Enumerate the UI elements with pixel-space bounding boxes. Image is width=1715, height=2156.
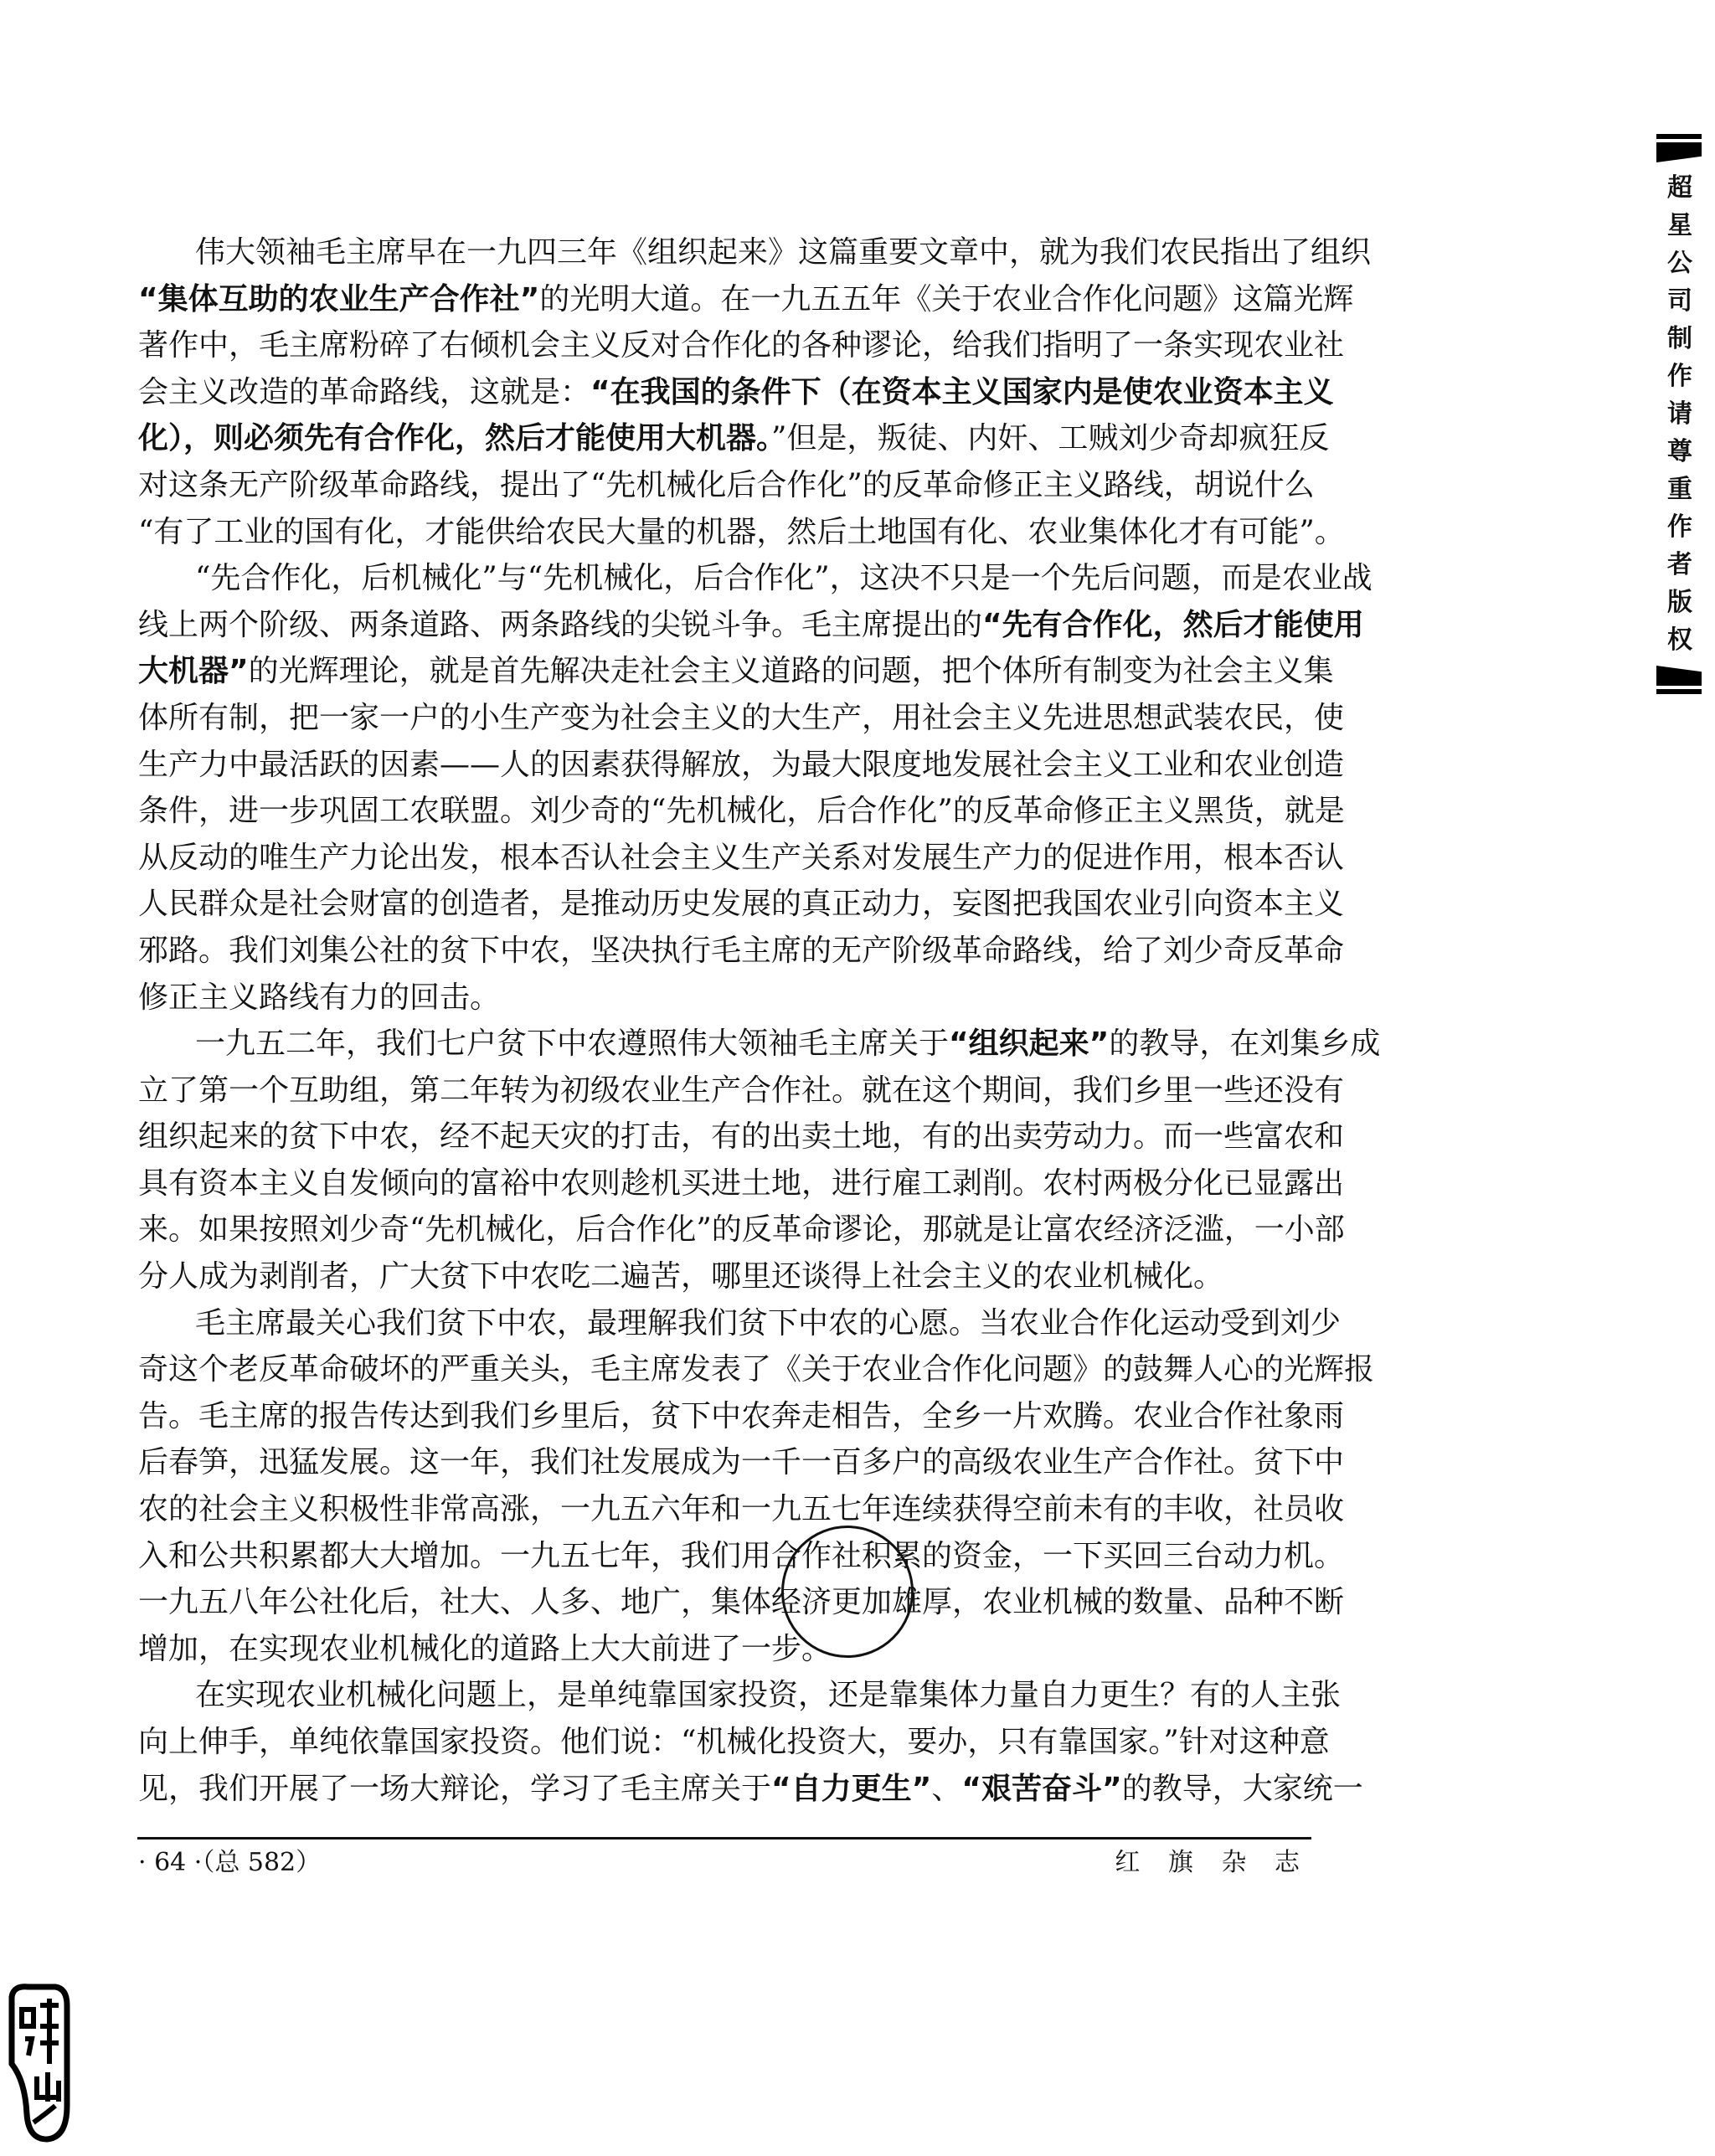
bold-quote-text: 大机器” [138,654,249,689]
text-line [138,276,1354,323]
text-line [138,1439,1345,1486]
text-line [138,788,1345,835]
text-line [138,695,1345,742]
body-text: 从反动的唯生产力论出发，根本否认社会主义生产关系对发展生产力的促进作用，根本否认 [138,840,1345,875]
page-number: · 64 ·（总 582） [138,1848,322,1877]
sidebar-bottom-bar [1656,689,1702,694]
body-text: 的光明大道。在一九五五年《关于农业合作化问题》这篇光辉 [539,281,1354,316]
body-text: 农的社会主义积极性非常高涨，一九五六年和一九五七年连续获得空前未有的丰收，社员收 [138,1492,1345,1527]
body-text: 奇这个老反革命破坏的严重关头，毛主席发表了《关于农业合作化问题》的鼓舞人心的光辉报 [138,1352,1375,1387]
bold-quote-text: “先有合作化，然后才能使用 [982,607,1364,642]
text-line [138,1486,1345,1533]
text-line [138,1253,1311,1300]
footer-rule [137,1837,1311,1840]
text-line [138,1068,1345,1114]
text-line [138,509,1345,556]
text-line [138,742,1345,789]
text-line [138,1766,1363,1813]
body-text: 立了第一个互助组，第二年转为初级农业生产合作社。就在这个期间，我们乡里一些还没有 [138,1073,1345,1108]
sidebar-char: 超 [1667,173,1692,203]
text-line [138,1579,1345,1626]
bold-quote-text: “集体互助的农业生产合作社” [138,281,540,316]
seal-stamp [3,1980,70,2143]
text-line [138,602,1364,649]
text-line [138,835,1345,882]
text-line [138,462,1315,509]
sidebar-top-wedge [1656,142,1702,162]
sidebar-char: 重 [1667,475,1692,504]
text-line [138,648,1334,695]
sidebar-char: 请 [1667,399,1692,429]
journal-name: 红 旗 杂 志 [1115,1848,1310,1877]
sidebar-char: 星 [1667,211,1692,240]
body-text: 在实现农业机械化问题上，是单纯靠国家投资，还是靠集体力量自力更生？有的人主张 [195,1678,1342,1713]
copyright-sidebar [1656,134,1703,694]
sidebar-vertical-text [1656,169,1703,659]
text-line [138,1626,1311,1673]
text-line [138,322,1345,369]
body-text: 见，我们开展了一场大辩论，学习了毛主席关于 [138,1771,772,1806]
body-text: 人民群众是社会财富的创造者，是推动历史发展的真正动力，妄图把我国农业引向资本主义 [138,887,1345,922]
text-line [138,1207,1345,1253]
sidebar-char: 尊 [1667,437,1692,466]
text-line [138,1533,1345,1580]
sidebar-top-bar [1656,134,1702,139]
bold-quote-text: “艰苦奋斗” [961,1771,1122,1806]
sidebar-bottom-wedge [1656,666,1702,686]
body-text: 修正主义路线有力的回击。 [138,980,501,1015]
body-text: 后春笋，迅猛发展。这一年，我们社发展成为一千一百多户的高级农业生产合作社。贫下中 [138,1445,1345,1480]
text-line [138,975,1311,1021]
body-text: 一九五八年公社化后，社大、人多、地广，集体经济更加雄厚，农业机械的数量、品种不断 [138,1585,1345,1620]
sidebar-char: 制 [1667,324,1692,353]
text-line [138,928,1345,975]
sidebar-char: 作 [1667,512,1692,542]
body-text: ”但是，叛徒、内奸、工贼刘少奇却疯狂反 [771,421,1330,456]
body-text: 的教导，在刘集乡成 [1109,1027,1381,1062]
text-line [138,415,1330,462]
sidebar-char: 者 [1667,550,1692,579]
sidebar-char: 权 [1667,625,1692,655]
body-text: 组织起来的贫下中农，经不起天灾的打击，有的出卖土地，有的出卖劳动力。而一些富农和 [138,1119,1345,1155]
bold-quote-text: “组织起来” [949,1027,1110,1062]
body-text: 增加，在实现农业机械化的道路上大大前进了一步。 [138,1631,832,1666]
text-line [138,555,1373,602]
body-text: 入和公共积累都大大增加。一九五七年，我们用合作社积累的资金，一下买回三台动力机。 [138,1538,1345,1573]
body-text: “先合作化，后机械化”与“先机械化，后合作化”，这决不只是一个先后问题，而是农业战 [195,561,1373,596]
body-text: 条件，进一步巩固工农联盟。刘少奇的“先机械化，后合作化”的反革命修正主义黑货，就是 [138,794,1345,829]
hand-drawn-circle-mark [781,1526,914,1658]
sidebar-char: 公 [1667,249,1692,278]
bold-quote-text: “自力更生” [771,1771,932,1806]
body-text: 体所有制，把一家一户的小生产变为社会主义的大生产，用社会主义先进思想武装农民，使 [138,700,1345,735]
body-text: 线上两个阶级、两条道路、两条路线的尖锐斗争。毛主席提出的 [138,607,983,642]
text-line [138,369,1334,416]
text-line [138,1393,1345,1440]
bold-quote-text: 化），则必须先有合作化，然后才能使用大机器。 [138,421,772,456]
body-text: “有了工业的国有化，才能供给农民大量的机器，然后土地国有化、农业集体化才有可能”。 [138,514,1345,549]
text-line [138,1719,1330,1766]
body-text: 会主义改造的革命路线，这就是： [138,374,591,409]
body-text: 毛主席最关心我们贫下中农，最理解我们贫下中农的心愿。当农业合作化运动受到刘少 [195,1305,1342,1340]
body-text: 具有资本主义自发倾向的富裕中农则趁机买进土地，进行雇工剥削。农村两极分化已显露出 [138,1165,1345,1201]
body-text: 向上伸手，单纯依靠国家投资。他们说：“机械化投资大，要办，只有靠国家。”针对这种意 [138,1725,1330,1759]
bold-quote-text: “在我国的条件下（在资本主义国家内是使农业资本主义 [590,374,1334,409]
body-text: 一九五二年，我们七户贫下中农遵照伟大领袖毛主席关于 [195,1027,950,1062]
body-text: 分人成为剥削者，广大贫下中农吃二遍苦，哪里还谈得上社会主义的农业机械化。 [138,1259,1224,1294]
text-line [138,1160,1345,1207]
article-body [138,229,1381,1812]
body-text: 著作中，毛主席粉碎了右倾机会主义反对合作化的各种谬论，给我们指明了一条实现农业社 [138,328,1345,363]
body-text: 伟大领袖毛主席早在一九四三年《组织起来》这篇重要文章中，就为我们农民指出了组织 [195,235,1372,270]
sidebar-char: 司 [1667,286,1692,316]
sidebar-char: 作 [1667,362,1692,391]
body-text: 来。如果按照刘少奇“先机械化，后合作化”的反革命谬论，那就是让富农经济泛滥，一小部 [138,1212,1345,1248]
text-line [138,1114,1345,1160]
text-line [138,1021,1381,1068]
text-line [138,881,1345,928]
body-text: 的光辉理论，就是首先解决走社会主义道路的问题，把个体所有制变为社会主义集 [248,654,1334,689]
body-text: 、 [931,1771,962,1806]
body-text: 生产力中最活跃的因素——人的因素获得解放，为最大限度地发展社会主义工业和农业创造 [138,747,1345,782]
text-line [138,1346,1375,1393]
text-line [138,229,1372,276]
text-line [138,1672,1342,1719]
text-line [138,1300,1342,1347]
body-text: 的教导，大家统一 [1121,1771,1363,1806]
body-text: 对这条无产阶级革命路线，提出了“先机械化后合作化”的反革命修正主义路线，胡说什么 [138,467,1315,502]
body-text: 邪路。我们刘集公社的贫下中农，坚决执行毛主席的无产阶级革命路线，给了刘少奇反革命 [138,933,1345,968]
body-text: 告。毛主席的报告传达到我们乡里后，贫下中农奔走相告，全乡一片欢腾。农业合作社象雨 [138,1398,1345,1433]
sidebar-char: 版 [1667,588,1692,617]
